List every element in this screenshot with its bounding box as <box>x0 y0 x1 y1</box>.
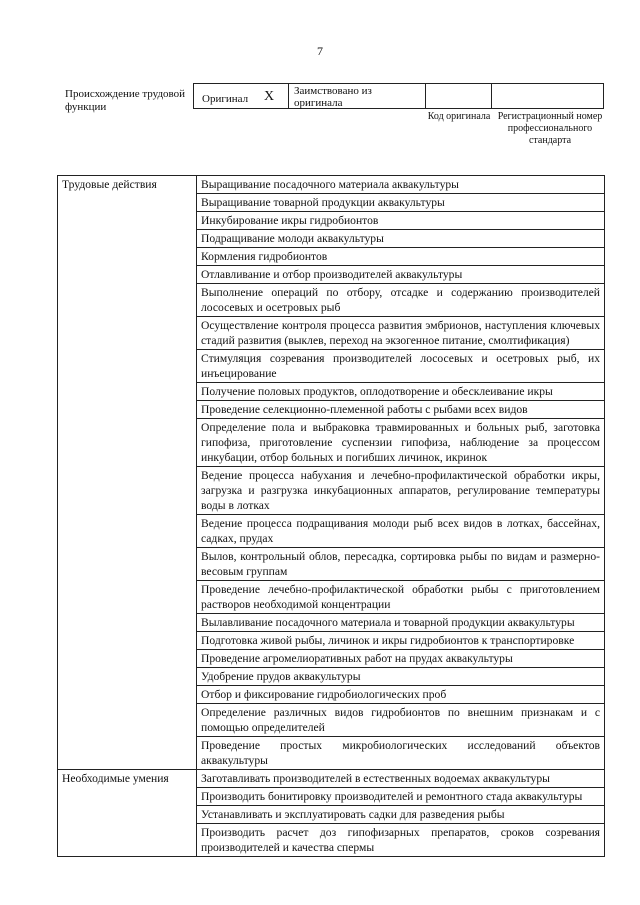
borrowed-label: Заимствовано из оригинала <box>294 85 372 109</box>
section-item: Удобрение прудов аквакультуры <box>197 668 605 686</box>
code-label: Код оригинала <box>427 111 491 122</box>
section-item: Вылов, контрольный облов, пересадка, сортировка рыбы по видам и размерно-весовым группам <box>197 548 605 581</box>
section-item: Выращивание посадочного материала аквакультуры <box>197 176 605 194</box>
reg-number-cell <box>492 84 605 108</box>
original-mark: X <box>264 89 275 104</box>
table-row <box>58 770 605 788</box>
section-item: Стимуляция созревания производителей лососевых и осетровых рыб, их инъецирование <box>197 350 605 383</box>
section-item: Получение половых продуктов, оплодотворение и обесклеивание икры <box>197 383 605 401</box>
section-title: Трудовые действия <box>58 176 197 770</box>
page-number: 7 <box>317 44 323 58</box>
section-item: Выращивание товарной продукции аквакультуры <box>197 194 605 212</box>
section-title: Необходимые умения <box>58 770 197 857</box>
section-item: Проведение агромелиоративных работ на прудах аквакультуры <box>197 650 605 668</box>
section-item: Определение различных видов гидробионтов по внешним признакам и с помощью определителей <box>197 704 605 737</box>
section-item: Вылавливание посадочного материала и товарной продукции аквакультуры <box>197 614 605 632</box>
original-cell <box>194 84 289 108</box>
function-table <box>57 175 605 857</box>
table-row <box>58 176 605 194</box>
original-label: Оригинал <box>202 93 249 105</box>
section-item: Заготавливать производителей в естественных водоемах аквакультуры <box>197 770 605 788</box>
section-item: Выполнение операций по отбору, отсадке и содержанию производителей лососевых и осетровых рыб <box>197 284 605 317</box>
section-item: Осуществление контроля процесса развития эмбрионов, наступления ключевых стадий развития (выклев, переход на экзогенное питание, смолтификация) <box>197 317 605 350</box>
origin-box <box>193 83 604 109</box>
section-item: Производить расчет доз гипофизарных препаратов, сроков созревания производителей и качества спермы <box>197 824 605 857</box>
section-item: Отбор и фиксирование гидробиологических проб <box>197 686 605 704</box>
origin-label: Происхождение трудовой функции <box>65 88 186 113</box>
section-item: Подращивание молоди аквакультуры <box>197 230 605 248</box>
section-item: Производить бонитировку производителей и ремонтного стада аквакультуры <box>197 788 605 806</box>
section-item: Проведение лечебно-профилактической обработки рыбы с приготовлением растворов необходимой концентрации <box>197 581 605 614</box>
section-item: Инкубирование икры гидробионтов <box>197 212 605 230</box>
function-table-body <box>58 176 605 857</box>
section-item: Проведение селекционно-племенной работы с рыбами всех видов <box>197 401 605 419</box>
section-item: Ведение процесса набухания и лечебно-профилактической обработки икры, загрузка и разгрузка инкубационных аппаратов, регулирование температуры воды в лотках <box>197 467 605 515</box>
section-item: Кормления гидробионтов <box>197 248 605 266</box>
section-item: Отлавливание и отбор производителей аквакультуры <box>197 266 605 284</box>
section-item: Подготовка живой рыбы, личинок и икры гидробионтов к транспортировке <box>197 632 605 650</box>
section-item: Ведение процесса подращивания молоди рыб всех видов в лотках, бассейнах, садках, прудах <box>197 515 605 548</box>
borrowed-cell <box>289 84 426 108</box>
section-item: Определение пола и выбраковка травмированных и больных рыб, заготовка гипофиза, приготовление суспензии гипофиза, наблюдение за процессом инкубации, отбор больных и погибших личинок, икринок <box>197 419 605 467</box>
section-item: Устанавливать и эксплуатировать садки для разведения рыбы <box>197 806 605 824</box>
code-cell <box>426 84 492 108</box>
reg-number-label: Регистрационный номер профессионального стандарта <box>497 111 603 146</box>
section-item: Проведение простых микробиологических исследований объектов аквакультуры <box>197 737 605 770</box>
